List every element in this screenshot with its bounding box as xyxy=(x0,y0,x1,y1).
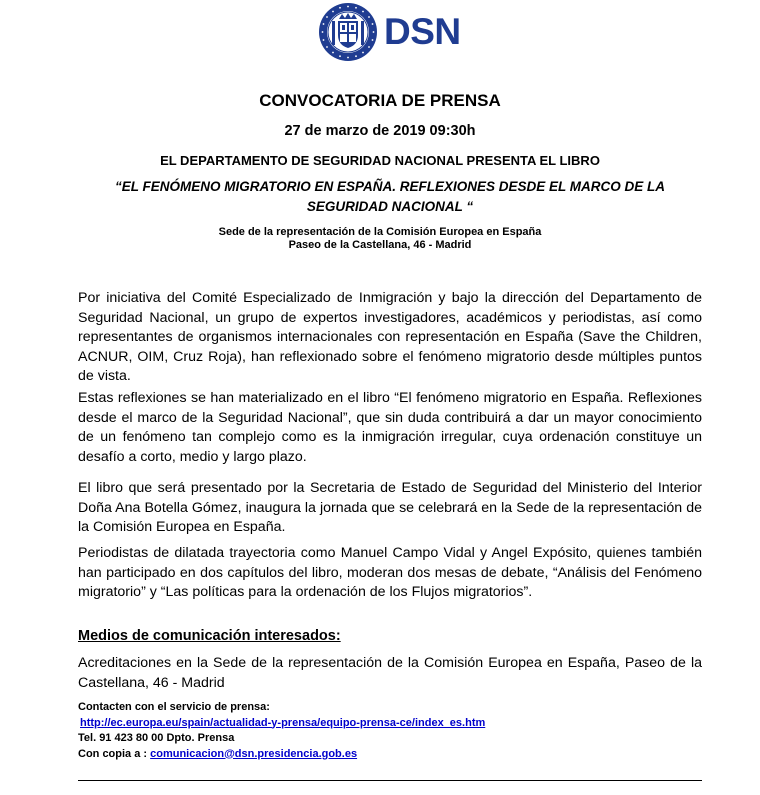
venue-line-1: Sede de la representación de la Comisión Europea en España xyxy=(218,226,542,238)
dsn-logo xyxy=(318,3,468,61)
footer-divider xyxy=(78,780,702,781)
venue xyxy=(0,226,760,252)
paragraph: Por iniciativa del Comité Especializado de Inmigración y bajo la dirección del Departamento de Seguridad Nacional, un grupo de expertos investigadores, académicos y periodistas, así como representantes de organismos internacionales con representación en España (Save the Children, ACNUR, OIM, Cruz Roja), han reflexionado sobre el fenómeno migratorio desde múltiples puntos de vista. xyxy=(78,290,702,384)
contact-block xyxy=(78,700,485,762)
copy-label: Con copia a : xyxy=(78,747,151,760)
paragraph: Estas reflexiones se han materializado en el libro “El fenómeno migratorio en España. Reflexiones desde el marco de la Seguridad Nacional”, que sin duda contribuirá a dar un mayor conocimiento de un fenómeno tan complejo como es la inmigración irregular, cuya ordenación constituye un desafío a corto, medio y largo plazo. xyxy=(78,390,702,465)
dsn-seal-icon xyxy=(318,2,378,62)
document-subtitle: EL DEPARTAMENTO DE SEGURIDAD NACIONAL PRESENTA EL LIBRO xyxy=(160,153,600,168)
book-title: “EL FENÓMENO MIGRATORIO EN ESPAÑA. REFLEXIONES DESDE EL MARCO DE LA SEGURIDAD NACIONAL “ xyxy=(114,179,666,214)
paragraph: El libro que será presentado por la Secretaria de Estado de Seguridad del Ministerio del Interior Doña Ana Botella Gómez, inaugura la jornada que se celebrará en la Sede de la representación de la Comisión Europea en España. xyxy=(78,480,702,535)
media-heading: Medios de comunicación interesados: xyxy=(78,628,341,644)
accreditation-text: Acreditaciones en la Sede de la representación de la Comisión Europea en España, Paseo de la Castellana, 46 - Madrid xyxy=(78,655,702,691)
contact-heading: Contacten con el servicio de prensa: xyxy=(78,701,270,713)
document-title: CONVOCATORIA DE PRENSA xyxy=(259,91,501,110)
press-url-link[interactable]: http://ec.europa.eu/spain/actualidad-y-prensa/equipo-prensa-ce/index_es.htm xyxy=(80,716,486,729)
venue-line-2: Paseo de la Castellana, 46 - Madrid xyxy=(288,239,472,251)
email-link[interactable]: comunicacion@dsn.presidencia.gob.es xyxy=(150,747,358,760)
paragraph: Periodistas de dilatada trayectoria como Manuel Campo Vidal y Angel Expósito, quienes también han participado en dos capítulos del libro, moderan dos mesas de debate, “Análisis del Fenómeno migratorio” y “Las políticas para la ordenación de los Flujos migratorios”. xyxy=(78,545,702,600)
logo-text: DSN xyxy=(384,11,461,52)
event-date: 27 de marzo de 2019 09:30h xyxy=(284,123,476,139)
copy-line xyxy=(78,747,485,763)
phone-text: Tel. 91 423 80 00 Dpto. Prensa xyxy=(78,732,235,744)
